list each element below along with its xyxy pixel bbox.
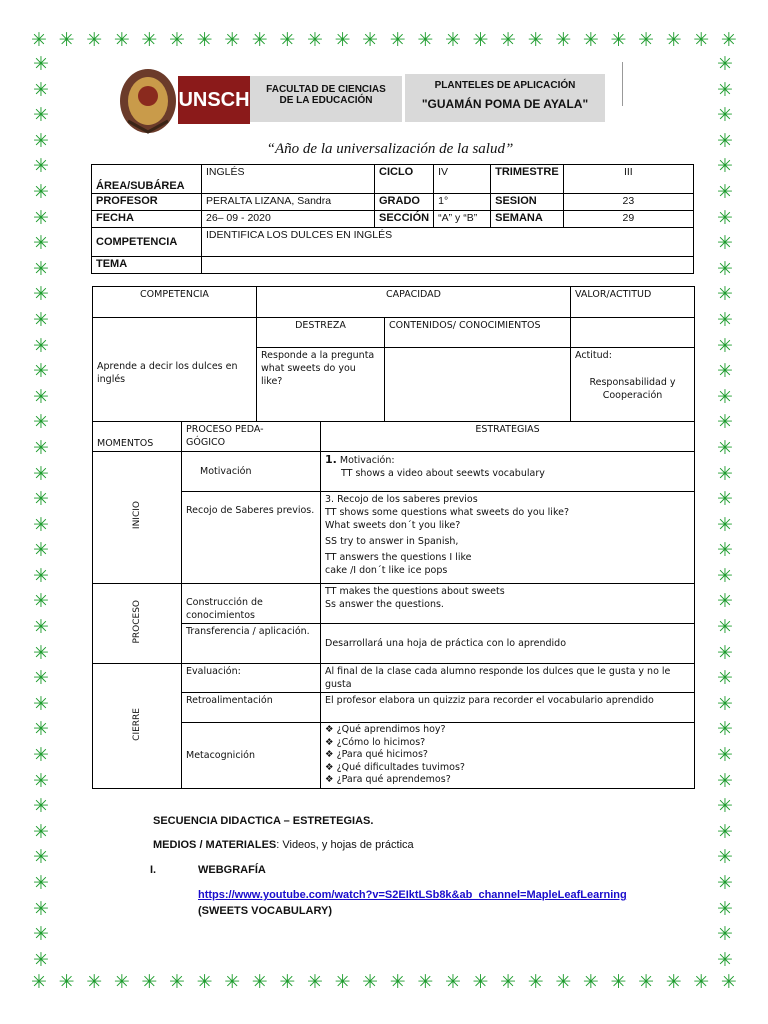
border-star-icon: ✳ — [417, 29, 434, 51]
recojo-line-5: TT answers the questions I like — [325, 552, 472, 563]
retro-label: Retroalimentación — [182, 693, 321, 723]
facultad-line-2: DE LA EDUCACIÓN — [279, 95, 373, 106]
motivacion-label: Motivación — [182, 452, 321, 492]
border-star-icon: ✳ — [717, 692, 733, 715]
semana-label: SEMANA — [491, 211, 564, 228]
medios-line — [153, 839, 414, 851]
border-star-icon: ✳ — [33, 488, 49, 511]
border-star-icon: ✳ — [717, 436, 733, 459]
meta-label: Metacognición — [182, 723, 321, 789]
competencia-label: COMPETENCIA — [92, 228, 202, 257]
border-star-icon: ✳ — [610, 971, 627, 993]
fecha-value: 26– 09 - 2020 — [202, 211, 375, 228]
border-left — [30, 54, 52, 970]
border-star-icon: ✳ — [717, 283, 733, 306]
meta-item: ❖ ¿Qué aprendimos hoy? — [325, 724, 446, 735]
border-star-icon: ✳ — [251, 971, 268, 993]
border-star-icon: ✳ — [717, 897, 733, 920]
meta-item: ❖ ¿Qué dificultades tuvimos? — [325, 761, 465, 773]
border-star-icon: ✳ — [717, 206, 733, 229]
border-star-icon: ✳ — [717, 360, 733, 383]
construccion-strategy — [321, 584, 695, 624]
border-star-icon: ✳ — [31, 971, 47, 993]
destreza-text: Responde a la pregunta what sweets do you like? — [257, 348, 385, 422]
recojo-line-3: What sweets don´t you like? — [325, 520, 461, 531]
meta-item: ❖ ¿Para qué hicimos? — [325, 749, 428, 760]
recojo-line-1: 3. Recojo de los saberes previos — [325, 494, 478, 505]
contenidos-text — [385, 348, 571, 422]
border-star-icon: ✳ — [86, 971, 103, 993]
border-star-icon: ✳ — [306, 971, 323, 993]
seccion-label: SECCIÓN — [375, 211, 434, 228]
valor-header: VALOR/ACTITUD — [571, 287, 695, 318]
cierre-label: CIERRE — [131, 707, 142, 741]
border-bottom — [28, 972, 740, 992]
border-star-icon: ✳ — [582, 971, 599, 993]
estrategias-header: ESTRATEGIAS — [321, 422, 695, 452]
competencia-text: Aprende a decir los dulces en inglés — [93, 318, 257, 422]
border-star-icon: ✳ — [196, 29, 213, 51]
border-star-icon: ✳ — [33, 180, 49, 203]
border-star-icon: ✳ — [113, 29, 130, 51]
border-star-icon: ✳ — [444, 971, 461, 993]
border-star-icon: ✳ — [33, 846, 49, 869]
inicio-cell — [93, 452, 182, 584]
profesor-value: PERALTA LIZANA, Sandra — [202, 194, 375, 211]
border-star-icon: ✳ — [527, 29, 544, 51]
tema-label: TEMA — [92, 257, 202, 274]
unsch-logo: UNSCH — [178, 76, 250, 124]
actitud-value: Responsabilidad y Cooperación — [589, 377, 676, 401]
border-star-icon: ✳ — [717, 948, 733, 971]
border-star-icon: ✳ — [362, 29, 379, 51]
recojo-line-2: TT shows some questions what sweets do you like? — [325, 507, 569, 518]
border-star-icon: ✳ — [196, 971, 213, 993]
secuencia-heading: SECUENCIA DIDACTICA – ESTRETEGIAS. — [153, 815, 374, 827]
grado-value: 1° — [434, 194, 491, 211]
university-seal — [118, 66, 178, 136]
border-star-icon: ✳ — [279, 971, 296, 993]
border-star-icon: ✳ — [638, 29, 655, 51]
border-star-icon: ✳ — [33, 564, 49, 587]
border-star-icon: ✳ — [717, 129, 733, 152]
border-star-icon: ✳ — [33, 948, 49, 971]
diamond-bullet-icon: ❖ — [325, 736, 334, 748]
fecha-label: FECHA — [92, 211, 202, 228]
tema-value — [202, 257, 694, 274]
border-star-icon: ✳ — [33, 78, 49, 101]
border-star-icon: ✳ — [717, 78, 733, 101]
diamond-bullet-icon: ❖ — [325, 724, 334, 735]
webgrafia-number: I. — [150, 864, 157, 876]
border-star-icon: ✳ — [33, 360, 49, 383]
border-star-icon: ✳ — [717, 769, 733, 792]
border-star-icon: ✳ — [717, 232, 733, 255]
ciclo-label: CICLO — [375, 165, 434, 194]
border-star-icon: ✳ — [33, 436, 49, 459]
border-star-icon: ✳ — [33, 155, 49, 178]
border-star-icon: ✳ — [717, 667, 733, 690]
trimestre-label: TRIMESTRE — [491, 165, 564, 194]
border-star-icon: ✳ — [33, 616, 49, 639]
border-star-icon: ✳ — [334, 29, 351, 51]
border-star-icon: ✳ — [33, 513, 49, 536]
border-star-icon: ✳ — [141, 29, 158, 51]
border-star-icon: ✳ — [720, 29, 737, 51]
border-star-icon: ✳ — [472, 29, 489, 51]
evaluacion-label: Evaluación: — [182, 664, 321, 693]
border-star-icon: ✳ — [224, 29, 241, 51]
border-star-icon: ✳ — [693, 29, 710, 51]
border-star-icon: ✳ — [665, 971, 682, 993]
border-star-icon: ✳ — [86, 29, 103, 51]
planteles-box — [405, 74, 605, 122]
momentos-header: MOMENTOS — [93, 422, 182, 452]
motto: “Año de la universalización de la salud” — [266, 141, 514, 157]
motivacion-title: Motivación: — [339, 455, 395, 466]
border-star-icon: ✳ — [717, 795, 733, 818]
meta-item: ❖ ¿Cómo lo hicimos? — [325, 736, 426, 748]
ciclo-value: IV — [434, 165, 491, 194]
border-star-icon: ✳ — [717, 923, 733, 946]
grado-label: GRADO — [375, 194, 434, 211]
border-star-icon: ✳ — [33, 232, 49, 255]
sesion-value: 23 — [563, 194, 693, 211]
border-star-icon: ✳ — [717, 462, 733, 485]
construccion-line-2: Ss answer the questions. — [325, 599, 444, 610]
contenidos-header: CONTENIDOS/ CONOCIMIENTOS — [385, 318, 571, 348]
diamond-bullet-icon: ❖ — [325, 761, 334, 773]
recojo-strategy — [321, 492, 695, 584]
diamond-bullet-icon: ❖ — [325, 774, 334, 785]
border-right — [714, 54, 736, 970]
border-star-icon: ✳ — [389, 29, 406, 51]
border-star-icon: ✳ — [33, 53, 49, 75]
border-star-icon: ✳ — [665, 29, 682, 51]
border-star-icon: ✳ — [500, 29, 517, 51]
evaluacion-strategy: Al final de la clase cada alumno responde los dulces que le gusta y no le gusta — [321, 664, 695, 693]
border-star-icon: ✳ — [717, 411, 733, 434]
motivacion-text: TT shows a video about seewts vocabulary — [341, 468, 545, 479]
border-star-icon: ✳ — [141, 971, 158, 993]
border-star-icon: ✳ — [717, 53, 733, 75]
border-star-icon: ✳ — [720, 971, 737, 993]
border-star-icon: ✳ — [113, 971, 130, 993]
border-star-icon: ✳ — [33, 744, 49, 767]
border-star-icon: ✳ — [33, 206, 49, 229]
area-value: INGLÉS — [202, 165, 375, 194]
proceso-header — [182, 422, 321, 452]
border-star-icon: ✳ — [33, 334, 49, 357]
sesion-label: SESION — [491, 194, 564, 211]
border-star-icon: ✳ — [33, 795, 49, 818]
border-star-icon: ✳ — [33, 872, 49, 894]
border-star-icon: ✳ — [33, 257, 49, 280]
trimestre-value: III — [563, 165, 693, 194]
webgrafia-note: (SWEETS VOCABULARY) — [198, 905, 333, 917]
border-star-icon: ✳ — [717, 104, 733, 127]
border-star-icon: ✳ — [638, 971, 655, 993]
border-star-icon: ✳ — [362, 971, 379, 993]
diamond-bullet-icon: ❖ — [325, 749, 334, 760]
motivacion-number: 1. — [325, 453, 337, 466]
border-star-icon: ✳ — [693, 971, 710, 993]
valor-empty — [571, 318, 695, 348]
motivacion-strategy — [321, 452, 695, 492]
border-star-icon: ✳ — [717, 539, 733, 562]
header-divider — [622, 62, 623, 106]
border-star-icon: ✳ — [610, 29, 627, 51]
border-star-icon: ✳ — [33, 539, 49, 562]
border-star-icon: ✳ — [527, 971, 544, 993]
webgrafia-link[interactable]: https://www.youtube.com/watch?v=S2EIktLSb8k&ab_channel=MapleLeafLearning — [198, 889, 627, 901]
border-star-icon: ✳ — [444, 29, 461, 51]
planteles-line-2: "GUAMÁN POMA DE AYALA" — [421, 97, 589, 111]
transferencia-label: Transferencia / aplicación. — [182, 624, 321, 664]
border-star-icon: ✳ — [33, 308, 49, 331]
border-star-icon: ✳ — [717, 180, 733, 203]
border-star-icon: ✳ — [31, 29, 47, 51]
medios-value: : Videos, y hojas de práctica — [276, 839, 414, 851]
border-star-icon: ✳ — [33, 692, 49, 715]
border-star-icon: ✳ — [717, 155, 733, 178]
retro-strategy: El profesor elabora un quizziz para recorder el vocabulario aprendido — [321, 693, 695, 723]
competencia-value: IDENTIFICA LOS DULCES EN INGLÉS — [202, 228, 694, 257]
meta-item: ❖ ¿Para qué aprendemos? — [325, 774, 451, 785]
border-star-icon: ✳ — [224, 971, 241, 993]
plan-table — [92, 286, 695, 789]
proceso-cell — [93, 584, 182, 664]
border-star-icon: ✳ — [33, 385, 49, 408]
border-star-icon: ✳ — [58, 971, 75, 993]
border-star-icon: ✳ — [717, 308, 733, 331]
border-star-icon: ✳ — [717, 744, 733, 767]
transferencia-strategy: Desarrollará una hoja de práctica con lo aprendido — [321, 624, 695, 664]
border-star-icon: ✳ — [555, 29, 572, 51]
border-star-icon: ✳ — [717, 564, 733, 587]
border-star-icon: ✳ — [717, 513, 733, 536]
border-star-icon: ✳ — [33, 411, 49, 434]
border-star-icon: ✳ — [33, 283, 49, 306]
border-star-icon: ✳ — [717, 820, 733, 843]
border-star-icon: ✳ — [33, 897, 49, 920]
border-star-icon: ✳ — [389, 971, 406, 993]
proceso-header-line-1: PROCESO PEDA- — [186, 424, 264, 435]
border-star-icon: ✳ — [717, 846, 733, 869]
actitud-cell — [571, 348, 695, 422]
border-star-icon: ✳ — [717, 641, 733, 664]
border-top — [28, 30, 740, 50]
competencia-header: COMPETENCIA — [93, 287, 257, 318]
medios-label: MEDIOS / MATERIALES — [153, 839, 277, 851]
border-star-icon: ✳ — [33, 667, 49, 690]
border-star-icon: ✳ — [33, 104, 49, 127]
construccion-label: Construcción de conocimientos — [182, 584, 321, 624]
facultad-line-1: FACULTAD DE CIENCIAS — [266, 84, 386, 95]
border-star-icon: ✳ — [33, 820, 49, 843]
border-star-icon: ✳ — [334, 971, 351, 993]
border-star-icon: ✳ — [717, 616, 733, 639]
border-star-icon: ✳ — [169, 971, 185, 993]
border-star-icon: ✳ — [582, 29, 599, 51]
construccion-line-1: TT makes the questions about sweets — [325, 586, 505, 597]
proceso-label: PROCESO — [131, 599, 142, 644]
inicio-label: INICIO — [131, 501, 142, 530]
border-star-icon: ✳ — [33, 129, 49, 152]
border-star-icon: ✳ — [717, 488, 733, 511]
profesor-label: PROFESOR — [92, 194, 202, 211]
border-star-icon: ✳ — [717, 257, 733, 280]
actitud-label: Actitud: — [575, 350, 612, 361]
border-star-icon: ✳ — [169, 29, 185, 51]
destreza-header: DESTREZA — [257, 318, 385, 348]
border-star-icon: ✳ — [306, 29, 323, 51]
facultad-box — [250, 76, 402, 122]
info-table — [91, 164, 694, 274]
border-star-icon: ✳ — [58, 29, 75, 51]
proceso-header-line-2: GÓGICO — [186, 437, 226, 448]
area-label: ÁREA/SUBÁREA — [92, 165, 202, 194]
border-star-icon: ✳ — [33, 769, 49, 792]
recojo-label: Recojo de Saberes previos. — [182, 492, 321, 584]
border-star-icon: ✳ — [417, 971, 434, 993]
border-star-icon: ✳ — [251, 29, 268, 51]
webgrafia-title: WEBGRAFÍA — [198, 864, 266, 876]
border-star-icon: ✳ — [717, 590, 733, 613]
recojo-line-6: cake /I don´t like ice pops — [325, 565, 448, 576]
capacidad-header: CAPACIDAD — [257, 287, 571, 318]
border-star-icon: ✳ — [472, 971, 489, 993]
border-star-icon: ✳ — [717, 334, 733, 357]
border-star-icon: ✳ — [717, 872, 733, 894]
seccion-value: “A” y “B” — [434, 211, 491, 228]
border-star-icon: ✳ — [33, 641, 49, 664]
border-star-icon: ✳ — [717, 718, 733, 741]
planteles-line-1: PLANTELES DE APLICACIÓN — [434, 80, 576, 91]
border-star-icon: ✳ — [33, 590, 49, 613]
border-star-icon: ✳ — [555, 971, 572, 993]
meta-strategy — [321, 723, 695, 789]
border-star-icon: ✳ — [33, 718, 49, 741]
border-star-icon: ✳ — [500, 971, 517, 993]
cierre-cell — [93, 664, 182, 789]
border-star-icon: ✳ — [33, 462, 49, 485]
semana-value: 29 — [563, 211, 693, 228]
border-star-icon: ✳ — [717, 385, 733, 408]
border-star-icon: ✳ — [279, 29, 296, 51]
border-star-icon: ✳ — [33, 923, 49, 946]
recojo-line-4: SS try to answer in Spanish, — [325, 536, 459, 547]
